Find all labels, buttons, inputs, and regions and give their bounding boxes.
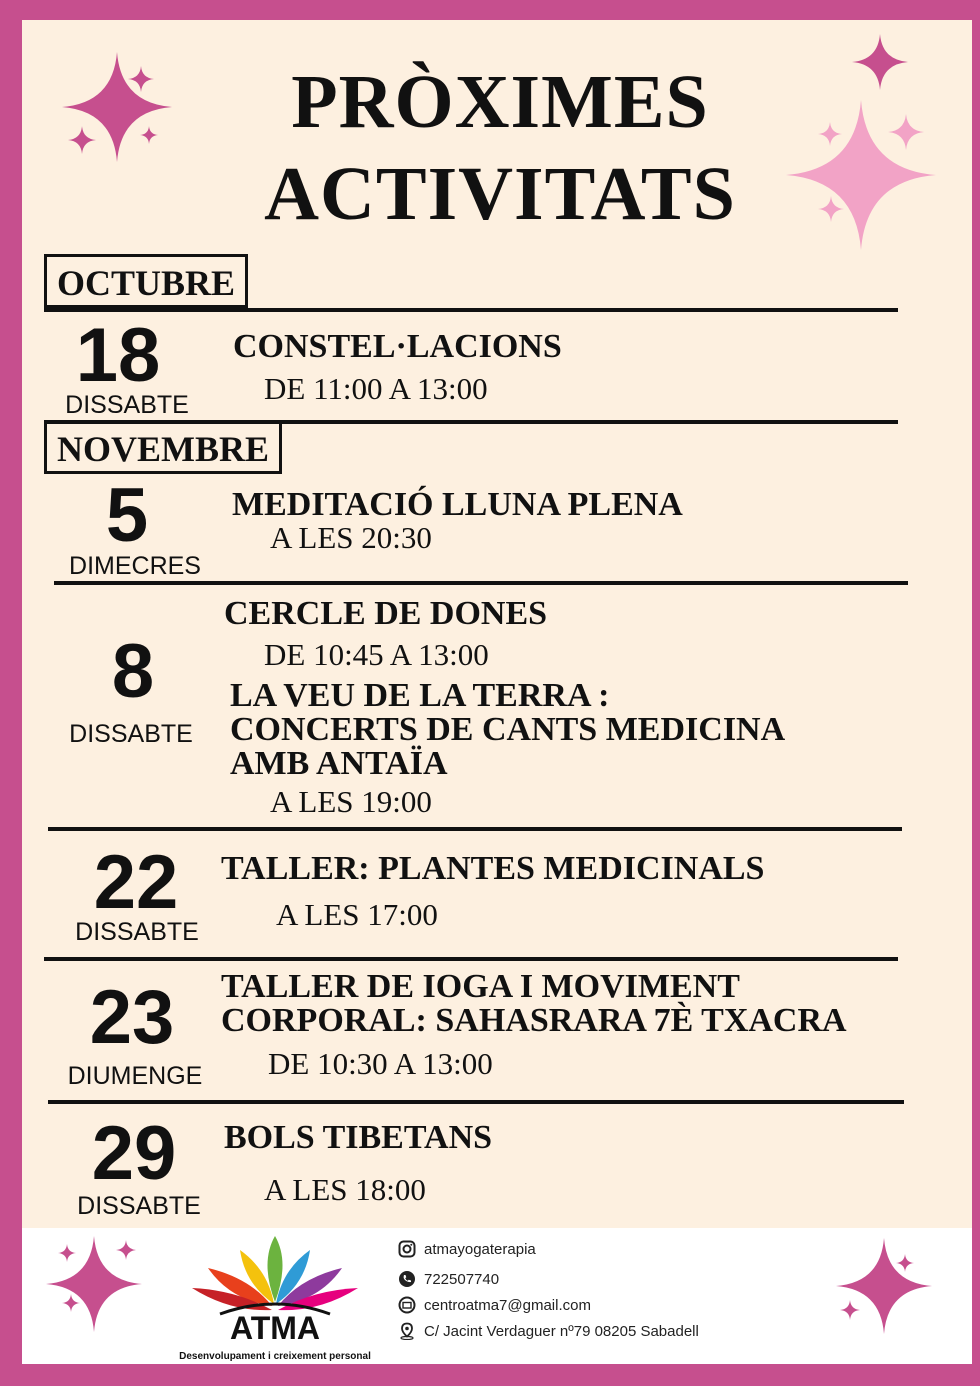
divider xyxy=(48,1100,904,1104)
event-title: TALLER: PLANTES MEDICINALS xyxy=(221,850,765,887)
logo-name: ATMA xyxy=(229,1310,321,1346)
location-icon xyxy=(398,1322,416,1340)
event-title: BOLS TIBETANS xyxy=(224,1119,493,1156)
event-title-line2: CORPORAL: SAHASRARA 7È TXACRA xyxy=(221,1002,847,1039)
contact-address[interactable] xyxy=(398,1322,699,1340)
divider xyxy=(48,827,902,831)
event-time: A LES 18:00 xyxy=(264,1172,426,1207)
event-title-2-line2: CONCERTS DE CANTS MEDICINA xyxy=(230,711,786,748)
phone-number: 722507740 xyxy=(424,1271,500,1288)
border-left xyxy=(0,0,22,1386)
event-time: DE 10:45 A 13:00 xyxy=(264,637,489,672)
event-title: CERCLE DE DONES xyxy=(224,595,548,632)
month-label-novembre: NOVEMBRE xyxy=(44,420,282,474)
event-title-line1: TALLER DE IOGA I MOVIMENT xyxy=(221,968,740,1005)
contact-phone[interactable] xyxy=(398,1270,499,1288)
divider xyxy=(44,308,898,312)
event-day: 23 xyxy=(89,975,175,1060)
email-icon xyxy=(398,1296,416,1314)
event-day: 5 xyxy=(105,473,149,558)
event-title-2-line1: LA VEU DE LA TERRA : xyxy=(230,677,610,714)
event-weekday: DISSABTE xyxy=(77,1192,201,1220)
sparkle-icon xyxy=(840,1300,860,1320)
page-title-line2: ACTIVITATS xyxy=(264,152,736,236)
event-weekday: DISSABTE xyxy=(75,918,199,946)
event-time-2: A LES 19:00 xyxy=(270,784,432,819)
street-address: C/ Jacint Verdaguer nº79 08205 Sabadell xyxy=(424,1323,699,1340)
sparkle-icon xyxy=(62,1294,80,1312)
event-time: A LES 17:00 xyxy=(276,897,438,932)
sparkle-icon xyxy=(852,34,908,90)
contact-instagram[interactable] xyxy=(398,1240,536,1258)
month-label-octubre: OCTUBRE xyxy=(44,254,248,308)
event-weekday: DISSABTE xyxy=(69,720,193,748)
sparkle-icon xyxy=(896,1254,914,1272)
divider xyxy=(54,581,908,585)
instagram-handle: atmayogaterapia xyxy=(424,1241,536,1258)
email-address: centroatma7@gmail.com xyxy=(424,1297,591,1314)
border-top xyxy=(0,0,980,20)
event-day: 8 xyxy=(111,629,155,714)
event-title: CONSTEL·LACIONS xyxy=(233,328,562,365)
sparkle-icon xyxy=(68,126,96,154)
divider xyxy=(44,957,898,961)
event-title: MEDITACIÓ LLUNA PLENA xyxy=(232,486,683,523)
sparkle-icon xyxy=(116,1240,136,1260)
event-day: 18 xyxy=(75,313,161,398)
phone-icon xyxy=(398,1270,416,1288)
border-bottom xyxy=(0,1366,980,1386)
event-time: DE 10:30 A 13:00 xyxy=(268,1046,493,1081)
page-title-line1: PRÒXIMES xyxy=(291,60,709,144)
event-day: 22 xyxy=(93,840,179,925)
instagram-icon xyxy=(398,1240,416,1258)
event-weekday: DISSABTE xyxy=(65,391,189,419)
border-right xyxy=(972,0,980,1386)
contact-email[interactable] xyxy=(398,1296,591,1314)
lotus-logo-icon xyxy=(190,1232,360,1316)
event-day: 29 xyxy=(91,1111,177,1196)
logo-tagline: Desenvolupament i creixement personal xyxy=(179,1351,371,1362)
event-time: DE 11:00 A 13:00 xyxy=(264,371,488,406)
event-title-2-line3: AMB ANTAÏA xyxy=(230,745,448,782)
event-time: A LES 20:30 xyxy=(270,520,432,555)
sparkle-icon xyxy=(58,1244,76,1262)
event-weekday: DIUMENGE xyxy=(67,1062,203,1090)
footer-divider xyxy=(22,1364,972,1368)
sparkle-icon xyxy=(888,114,924,150)
event-weekday: DIMECRES xyxy=(69,552,201,580)
